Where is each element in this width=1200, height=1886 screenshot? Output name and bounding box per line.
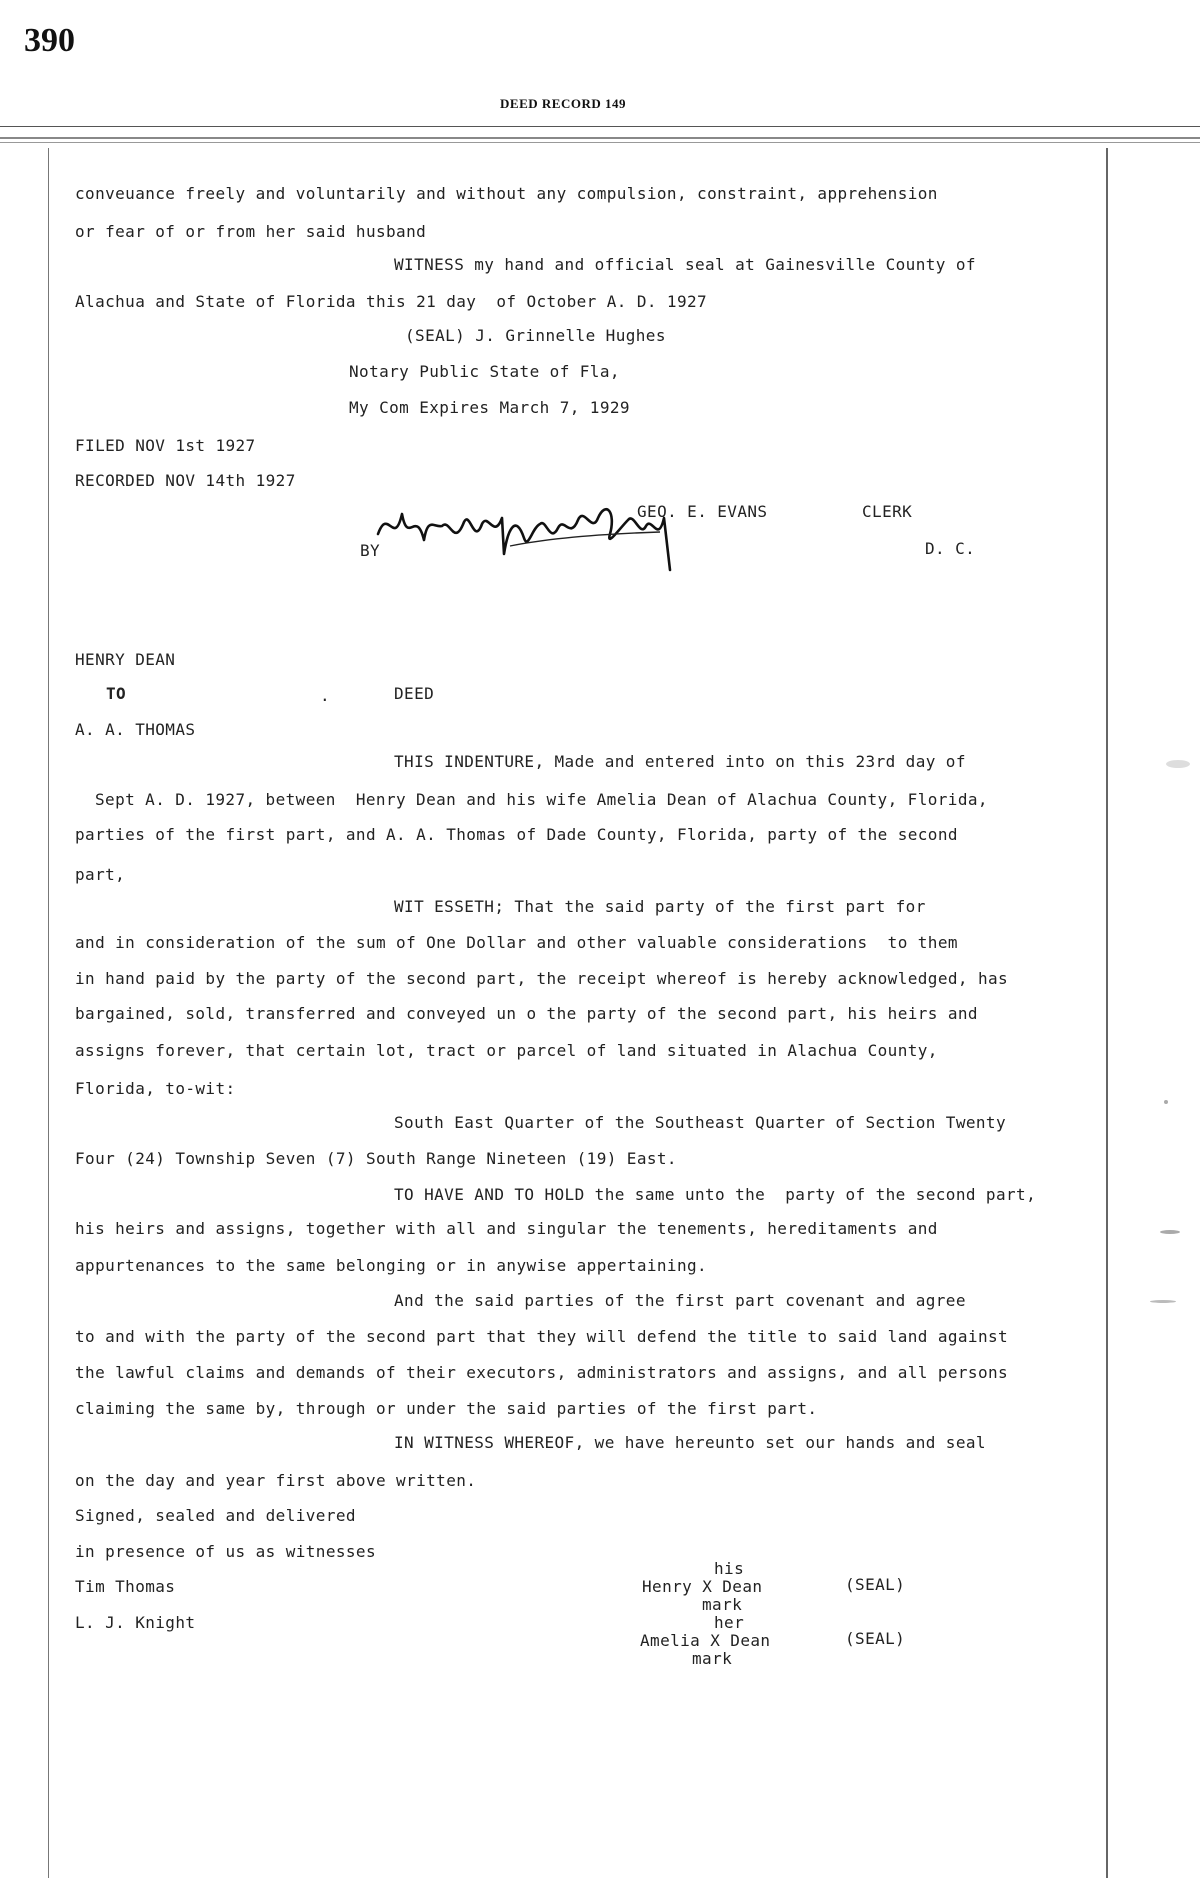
ack-line-2: or fear of or from her said husband [75,222,427,241]
witness-name: L. J. Knight [75,1613,196,1632]
page-frame-left [48,148,49,1878]
deed-body-line: the lawful claims and demands of their executors, administrators and assigns, and all persons [75,1363,1009,1382]
scan-speck [1150,1300,1176,1303]
deed-body-line: claiming the same by, through or under the said parties of the first part. [75,1399,818,1418]
witness-line-1: WITNESS my hand and official seal at Gainesville County of [394,255,976,274]
deed-body-line: in hand paid by the party of the second part, the receipt whereof is hereby acknowledged, has [75,969,1009,988]
deed-body-line: TO HAVE AND TO HOLD the same unto the party of the second part, [394,1185,1037,1204]
deed-body-line: Florida, to-wit: [75,1079,236,1098]
deed-doc-type: DEED [394,684,435,703]
deed-body-line: bargained, sold, transferred and conveyed un o the party of the second part, his heirs and [75,1004,978,1023]
signatory-mark-below: mark [702,1595,743,1614]
scan-speck [1166,760,1190,768]
deed-to-label: TO [106,684,127,703]
deed-body-line: and in consideration of the sum of One Dollar and other valuable considerations to them [75,933,958,952]
deed-body-line: And the said parties of the first part covenant and agree [394,1291,966,1310]
clerk-title: CLERK [862,502,913,521]
scan-speck [1164,1100,1168,1104]
commission-expires: My Com Expires March 7, 1929 [349,398,630,417]
deed-body-line: part, [75,865,126,884]
ack-line-1: conveuance freely and voluntarily and without any compulsion, constraint, apprehension [75,184,938,203]
recorded-date: RECORDED NOV 14th 1927 [75,471,296,490]
signatory-name: Henry X Dean [642,1577,763,1596]
witness-block-line-2: in presence of us as witnesses [75,1542,376,1561]
deputy-clerk-title: D. C. [925,539,976,558]
signatory-name: Amelia X Dean [640,1631,771,1650]
deed-body-line: IN WITNESS WHEREOF, we have hereunto set our hands and seal [394,1433,986,1452]
deed-body-line: assigns forever, that certain lot, tract or parcel of land situated in Alachua County, [75,1041,938,1060]
deed-body-line: parties of the first part, and A. A. Thomas of Dade County, Florida, party of the second [75,825,958,844]
deed-body-line: THIS INDENTURE, Made and entered into on this 23rd day of [394,752,966,771]
grantee-name: A. A. THOMAS [75,720,196,739]
notary-seal-line: (SEAL) J. Grinnelle Hughes [405,326,666,345]
deed-heading-dot: . [320,686,331,705]
clerk-name: GEO. E. EVANS [637,502,768,521]
record-header-title: DEED RECORD 149 [500,96,626,111]
page-number: 390 [24,22,75,59]
signatory-mark-below: mark [692,1649,733,1668]
scan-speck [1160,1230,1180,1234]
witness-name: Tim Thomas [75,1577,176,1596]
page-frame-right [1106,148,1108,1878]
deed-body-line: Sept A. D. 1927, between Henry Dean and his wife Amelia Dean of Alachua County, Florida, [95,790,988,809]
deed-body-line: Four (24) Township Seven (7) South Range Nineteen (19) East. [75,1149,677,1168]
signatory-mark-above: his [714,1559,745,1578]
deed-body-line: his heirs and assigns, together with all and singular the tenements, hereditaments and [75,1219,938,1238]
signatory-seal: (SEAL) [845,1629,906,1648]
deed-body-line: South East Quarter of the Southeast Quarter of Section Twenty [394,1113,1007,1132]
header-rule-double-2 [0,142,1200,143]
witness-block-line-1: Signed, sealed and delivered [75,1506,356,1525]
notary-title: Notary Public State of Fla, [349,362,620,381]
deed-body-line: to and with the party of the second part that they will defend the title to said land against [75,1327,1009,1346]
signatory-seal: (SEAL) [845,1575,906,1594]
deed-body-line: WIT ESSETH; That the said party of the first part for [394,897,926,916]
deed-body-line: appurtenances to the same belonging or in anywise appertaining. [75,1256,708,1275]
header-rule-top [0,126,1200,127]
filed-date: FILED NOV 1st 1927 [75,436,256,455]
witness-line-2: Alachua and State of Florida this 21 day of October A. D. 1927 [75,292,708,311]
by-label: BY [360,541,381,560]
signatory-mark-above: her [714,1613,745,1632]
deed-body-line: on the day and year first above written. [75,1471,477,1490]
grantor-name: HENRY DEAN [75,650,176,669]
header-rule-double-1 [0,137,1200,139]
